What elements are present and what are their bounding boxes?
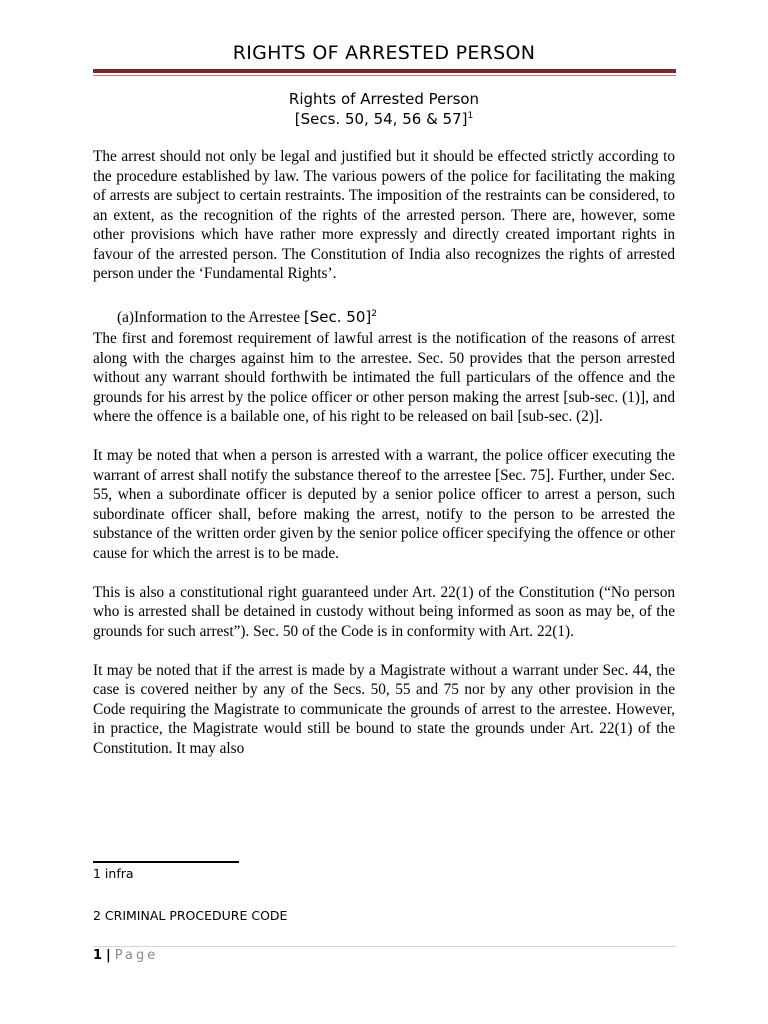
header-divider-thin (93, 75, 676, 76)
footnote-separator (93, 861, 239, 863)
title-line-1: Rights of Arrested Person (288, 90, 480, 108)
document-title (0, 89, 768, 129)
paragraph-notification: The first and foremost requirement of lawful arrest is the notification of the reasons of arrest along with the charges against him to the arrestee. Sec. 50 provides that the person arrested without any warrant should forthwith be intimated the full particulars of the offence and the grounds for his arrest by the police officer or other person making the arrest [sub-sec. (1)], and where the offence is a bailable one, of his right to be released on bail [sub-sec. (2)]. (93, 330, 675, 426)
heading-text: Information to the Arrestee (133, 309, 304, 327)
title-line-2 (0, 109, 768, 129)
paragraph-constitutional: This is also a constitutional right guaranteed under Art. 22(1) of the Constitution (“No person who is arrested shall be detained in custody without being informed as soon as may be, of the grounds for such arrest”). Sec. 50 of the Code is in conformity with Art. 22(1). (93, 583, 675, 640)
document-body (93, 147, 675, 758)
paragraph-intro: The arrest should not only be legal and justified but it should be effected strictly according to the procedure established by law. The various powers of the police for facilitating the making of arrests are subject to certain restraints. The imposition of the restraints can be considered, to an extent, as the recognition of the rights of the arrested person. There are, however, some other provisions which have rather more expressly and directly created important rights in favour of the arrested person. The Constitution of India also recognizes the rights of arrested person under the ‘Fundamental Rights’. (93, 148, 675, 282)
footnote-1: 1 infra (93, 866, 134, 881)
paragraph-magistrate: It may be noted that if the arrest is made by a Magistrate without a warrant under Sec. 44, the case is covered neither by any of the Secs. 50, 55 and 75 nor by any other provision in the Code requiring the Magistrate to communicate the grounds of arrest to the arrestee. However, in practice, the Magistrate would still be bound to state the grounds under Art. 22(1) of the Constitution. It may also (93, 661, 675, 757)
page-header-title: RIGHTS OF ARRESTED PERSON (232, 42, 536, 64)
paragraph-warrant: It may be noted that when a person is arrested with a warrant, the police officer executing the warrant of arrest shall notify the substance thereof to the arrestee [Sec. 75]. Further, under Sec. 55, when a subordinate officer is deputed by a senior police officer to arrest a person, such subordinate officer shall, before making the arrest, notify to the person to be arrested the substance of the written order given by the senior police officer specifying the offence or other cause for which the arrest is to be made. (93, 447, 675, 562)
page-number: 1 (93, 948, 103, 963)
title-sections: [Secs. 50, 54, 56 & 57] (294, 110, 468, 128)
heading-label: (a) (117, 309, 134, 327)
section-heading-a (93, 303, 675, 329)
heading-section-ref: [Sec. 50] (303, 308, 372, 327)
page-footer (93, 948, 158, 963)
page-label: Page (114, 948, 159, 963)
header-divider (93, 69, 676, 73)
footnote-ref-2[interactable]: 2 (371, 309, 377, 319)
footer-separator: | (106, 948, 111, 963)
footnote-ref-1[interactable]: 1 (467, 111, 474, 121)
footer-divider (93, 946, 676, 947)
footnote-2: 2 CRIMINAL PROCEDURE CODE (93, 908, 288, 923)
